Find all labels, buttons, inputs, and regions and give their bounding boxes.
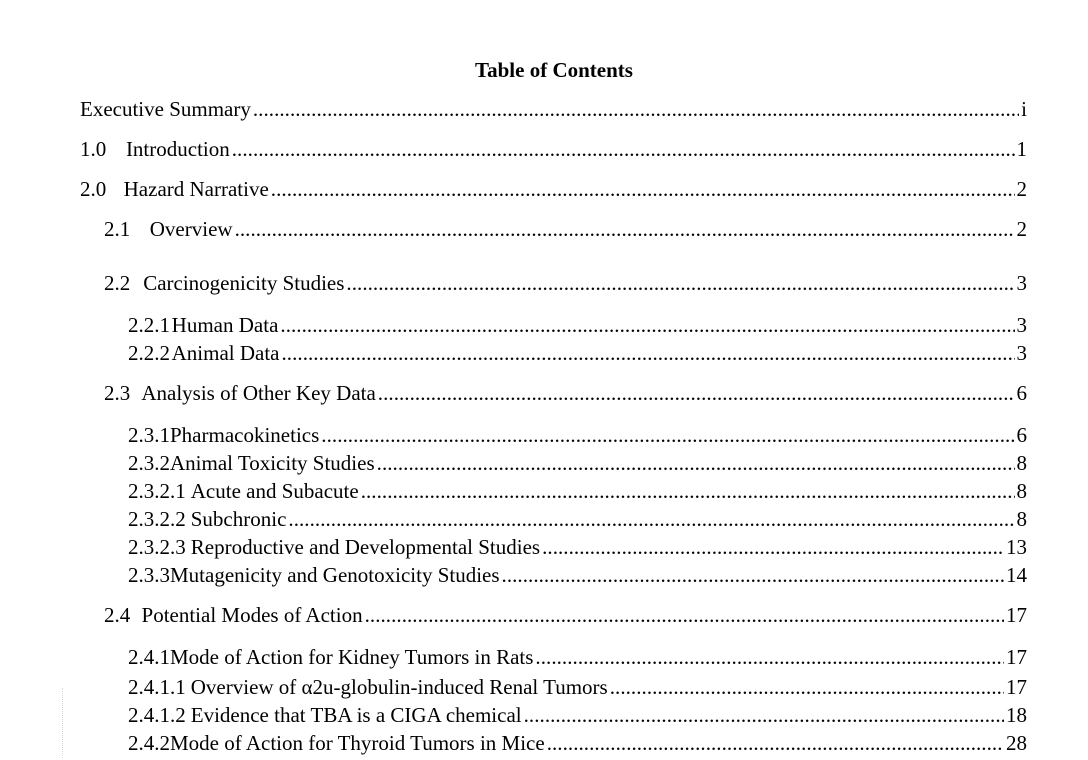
toc-entry-text: Animal Data: [171, 341, 280, 365]
toc-entry[interactable]: [80, 176, 1027, 202]
toc-dot-leader: [502, 562, 1004, 588]
toc-title: Table of Contents: [475, 58, 633, 82]
toc-entry-text: Mode of Action for Kidney Tumors in Rats: [170, 645, 534, 669]
toc-dot-leader: [282, 340, 1015, 366]
toc-entry-text: Animal Toxicity Studies: [170, 451, 375, 475]
toc-section-number: 2.2.2: [128, 341, 170, 365]
toc-entry[interactable]: [128, 340, 1027, 366]
toc-section-number: 2.3.2.3: [128, 535, 186, 559]
toc-section-number: 2.4.1: [128, 645, 170, 669]
toc-page-number: 3: [1016, 341, 1027, 365]
toc-dot-leader: [235, 216, 1015, 242]
toc-section-number: 2.3.1: [128, 423, 170, 447]
toc-entry-text: Pharmacokinetics: [170, 423, 320, 447]
toc-entry-text: Reproductive and Developmental Studies: [190, 535, 541, 559]
toc-entry-text: Overview: [149, 217, 233, 241]
toc-page-number: 8: [1016, 507, 1027, 531]
toc-section-number: 2.4.1.1: [128, 675, 186, 699]
toc-dot-leader: [346, 270, 1014, 296]
toc-entry-text: Introduction: [125, 137, 230, 161]
toc-dot-leader: [542, 534, 1004, 560]
toc-dot-leader: [361, 478, 1015, 504]
toc-entry[interactable]: [128, 422, 1027, 448]
toc-page-number: 6: [1016, 423, 1027, 447]
toc-dot-leader: [232, 136, 1015, 162]
toc-entry-text: Evidence that TBA is a CIGA chemical: [190, 703, 522, 727]
toc-dot-leader: [378, 380, 1015, 406]
toc-section-number: 2.4: [104, 603, 131, 627]
toc-page-number: 1: [1016, 137, 1027, 161]
toc-page-number: 3: [1016, 271, 1027, 295]
toc-entry-text: Executive Summary: [80, 97, 251, 121]
toc-entry-text: Overview of α2u-globulin-induced Renal Tumors: [190, 675, 608, 699]
toc-section-number: 2.3.2.2: [128, 507, 186, 531]
toc-page-number: 3: [1016, 313, 1027, 337]
toc-entry-text: Acute and Subacute: [190, 479, 359, 503]
toc-entry[interactable]: [104, 380, 1027, 406]
toc-entry-text: Subchronic: [190, 507, 287, 531]
toc-dot-leader: [288, 506, 1014, 532]
toc-entry-text: Human Data: [171, 313, 279, 337]
toc-section-number: 2.2.1: [128, 313, 170, 337]
toc-entry[interactable]: [128, 562, 1027, 588]
toc-page-number: 17: [1006, 645, 1027, 669]
toc-section-number: 2.0: [80, 177, 107, 201]
toc-entry[interactable]: [128, 674, 1027, 700]
toc-dot-leader: [280, 312, 1014, 338]
toc-page-number: 6: [1016, 381, 1027, 405]
toc-entry-text: Mode of Action for Thyroid Tumors in Mice: [170, 731, 545, 755]
toc-page-number: 18: [1006, 703, 1027, 727]
toc-page-number: 8: [1016, 479, 1027, 503]
toc-page-number: 17: [1006, 603, 1027, 627]
toc-page-number: 13: [1006, 535, 1027, 559]
toc-dot-leader: [547, 730, 1004, 756]
toc-dot-leader: [365, 602, 1004, 628]
toc-page-number: i: [1021, 97, 1027, 121]
toc-entry[interactable]: [104, 270, 1027, 296]
toc-page-number: 28: [1006, 731, 1027, 755]
toc-entry[interactable]: [128, 450, 1027, 476]
toc-entry[interactable]: [80, 136, 1027, 162]
toc-entry[interactable]: [128, 312, 1027, 338]
toc-dot-leader: [321, 422, 1014, 448]
toc-entry[interactable]: [128, 506, 1027, 532]
toc-dot-leader: [524, 702, 1004, 728]
toc-section-number: 1.0: [80, 137, 107, 161]
toc-entry[interactable]: [80, 96, 1027, 122]
toc-entry-text: Carcinogenicity Studies: [143, 271, 345, 295]
scan-margin-artifact: [62, 688, 71, 758]
toc-entry-text: Hazard Narrative: [123, 177, 269, 201]
toc-page-number: 14: [1006, 563, 1027, 587]
toc-section-number: 2.1: [104, 217, 131, 241]
toc-dot-leader: [253, 96, 1019, 122]
toc-section-number: 2.3.3: [128, 563, 170, 587]
toc-entry-text: Analysis of Other Key Data: [141, 381, 376, 405]
toc-section-number: 2.3: [104, 381, 131, 405]
toc-dot-leader: [535, 644, 1004, 670]
toc-entry[interactable]: [128, 644, 1027, 670]
toc-entry[interactable]: [128, 730, 1027, 756]
toc-entry[interactable]: [104, 216, 1027, 242]
toc-page-number: 8: [1016, 451, 1027, 475]
toc-dot-leader: [377, 450, 1015, 476]
toc-dot-leader: [610, 674, 1004, 700]
toc-section-number: 2.2: [104, 271, 131, 295]
toc-section-number: 2.3.2: [128, 451, 170, 475]
toc-section-number: 2.4.2: [128, 731, 170, 755]
toc-dot-leader: [271, 176, 1015, 202]
toc-page-number: 2: [1016, 217, 1027, 241]
toc-page-number: 17: [1006, 675, 1027, 699]
toc-section-number: 2.4.1.2: [128, 703, 186, 727]
toc-entry-text: Mutagenicity and Genotoxicity Studies: [170, 563, 500, 587]
toc-entry[interactable]: [128, 478, 1027, 504]
toc-entry-text: Potential Modes of Action: [141, 603, 363, 627]
toc-entry[interactable]: [104, 602, 1027, 628]
toc-entry[interactable]: [128, 702, 1027, 728]
toc-section-number: 2.3.2.1: [128, 479, 186, 503]
toc-entry[interactable]: [128, 534, 1027, 560]
toc-page-number: 2: [1016, 177, 1027, 201]
